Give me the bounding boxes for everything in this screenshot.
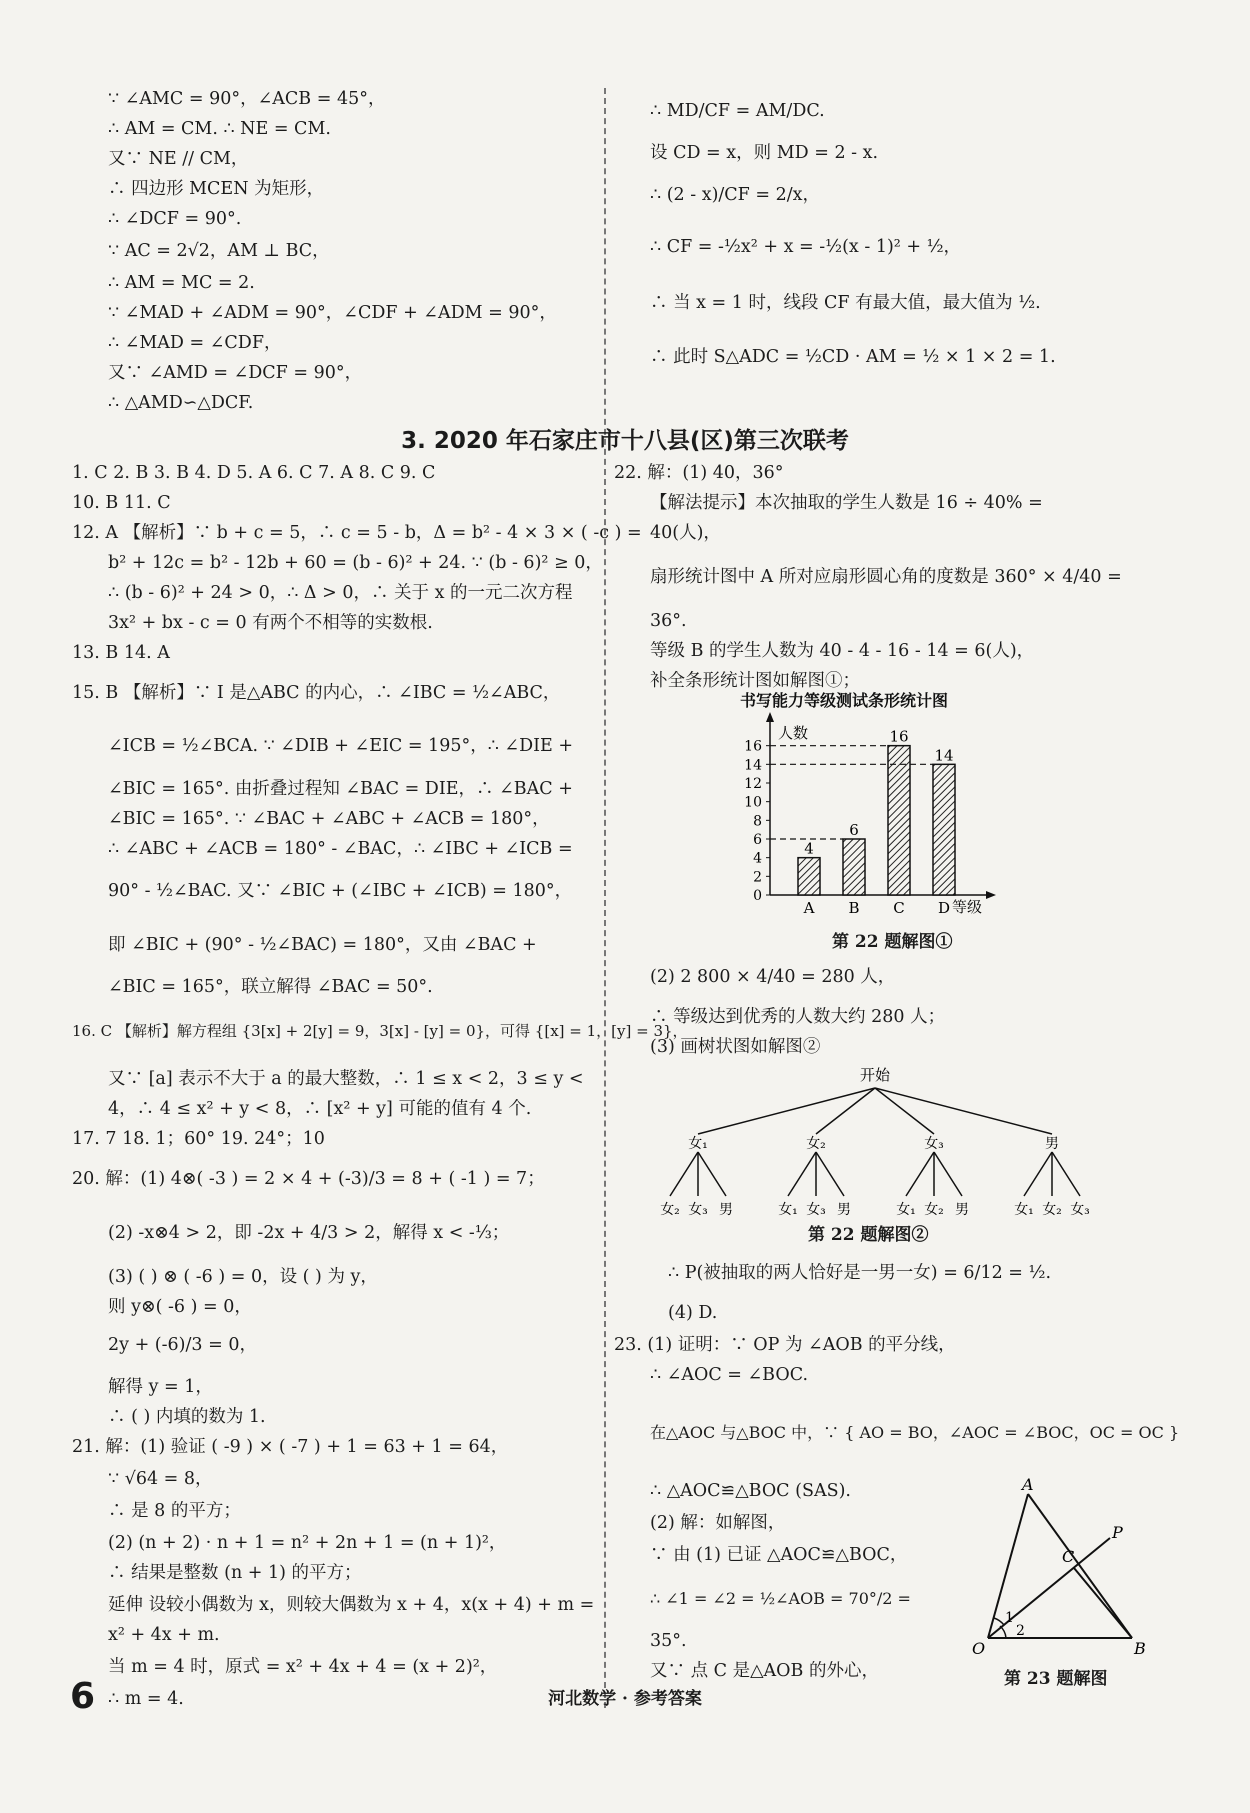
text-line: ∵ AC = 2√2，AM ⊥ BC， bbox=[108, 241, 330, 261]
text-line: x² + 4x + m. bbox=[108, 1625, 220, 1645]
text-line: 1. C 2. B 3. B 4. D 5. A 6. C 7. A 8. C 9. C bbox=[72, 463, 436, 483]
text-line: 3x² + bx - c = 0 有两个不相等的实数根. bbox=[108, 613, 433, 633]
category-label: A bbox=[803, 899, 815, 917]
data-label: 16 bbox=[889, 727, 909, 746]
x-axis-label: 等级 bbox=[952, 898, 983, 916]
bar-D bbox=[933, 764, 955, 895]
text-line: 36°. bbox=[650, 611, 687, 631]
text-line: (4) D. bbox=[668, 1303, 718, 1323]
text-line: 21. 解：(1) 验证 ( -9 ) × ( -7 ) + 1 = 63 + 1 = 64， bbox=[72, 1437, 509, 1457]
geometry-figure bbox=[970, 1478, 1150, 1664]
text-line: 10. B 11. C bbox=[72, 493, 171, 513]
tree-node-level2: 女₂ bbox=[660, 1202, 680, 1218]
x-axis-arrow bbox=[986, 891, 996, 899]
bar-C bbox=[888, 746, 910, 895]
tree-node-level2: 女₁ bbox=[1014, 1202, 1034, 1218]
y-tick-label: 14 bbox=[744, 757, 762, 774]
text-line: (2) 2 800 × 4/40 = 280 人， bbox=[650, 967, 896, 987]
text-line: ∴ (2 - x)/CF = 2/x， bbox=[650, 185, 821, 205]
label-1: 1 bbox=[1005, 1610, 1014, 1626]
chart-title: 书写能力等级测试条形统计图 bbox=[740, 691, 949, 710]
segment-CB bbox=[1074, 1568, 1132, 1638]
text-line: ∴ △AMD∽△DCF. bbox=[108, 393, 254, 413]
text-line: ∴ 是 8 的平方； bbox=[108, 1501, 241, 1521]
text-line: ∠ICB = ½∠BCA. ∵ ∠DIB + ∠EIC = 195°，∴ ∠DIE + bbox=[108, 736, 574, 756]
figure-caption: 第 23 题解图 bbox=[1004, 1669, 1108, 1689]
y-tick-label: 6 bbox=[753, 832, 762, 848]
text-line: 4，∴ 4 ≤ x² + y < 8，∴ [x² + y] 可能的值有 4 个. bbox=[108, 1099, 532, 1119]
text-line: ∴ 四边形 MCEN 为矩形， bbox=[108, 179, 325, 199]
text-line: ∵ ∠MAD + ∠ADM = 90°，∠CDF + ∠ADM = 90°， bbox=[108, 303, 557, 323]
text-line: 即 ∠BIC + (90° - ½∠BAC) = 180°，又由 ∠BAC + bbox=[108, 935, 537, 955]
y-tick-label: 0 bbox=[753, 888, 762, 904]
chart-plot bbox=[744, 712, 996, 917]
text-line: 12. A 【解析】∵ b + c = 5，∴ c = 5 - b，Δ = b² - 4 × 3 × ( -c ) = bbox=[72, 523, 642, 543]
text-line: 17. 7 18. 1；60° 19. 24°；10 bbox=[72, 1129, 325, 1149]
y-tick-label: 10 bbox=[744, 794, 762, 811]
text-line: (2) 解：如解图， bbox=[650, 1513, 786, 1533]
text-line: (3) ( ) ⊗ ( -6 ) = 0，设 ( ) 为 y， bbox=[108, 1267, 378, 1287]
y-tick-label: 16 bbox=[744, 738, 762, 755]
data-label: 4 bbox=[804, 839, 814, 858]
text-line: 2y + (-6)/3 = 0， bbox=[108, 1335, 257, 1355]
text-line: ∴ AM = CM. ∴ NE = CM. bbox=[108, 119, 331, 139]
bar-A bbox=[798, 858, 820, 895]
tree-node-level1: 女₂ bbox=[806, 1136, 826, 1152]
text-line: ∴ ∠AOC = ∠BOC. bbox=[650, 1365, 809, 1385]
column-divider bbox=[604, 88, 606, 1708]
text-line: 又∵ NE // CM， bbox=[108, 149, 249, 169]
text-line: 补全条形统计图如解图①； bbox=[650, 671, 860, 691]
text-line: ∵ 由 (1) 已证 △AOC≌△BOC， bbox=[650, 1545, 908, 1565]
label-P: P bbox=[1112, 1523, 1123, 1542]
y-tick-label: 4 bbox=[753, 850, 762, 867]
text-line: ∴ (b - 6)² + 24 > 0，∴ Δ > 0，∴ 关于 x 的一元二次方程 bbox=[108, 583, 573, 603]
text-line: ∴ ∠ABC + ∠ACB = 180° - ∠BAC，∴ ∠IBC + ∠ICB = bbox=[108, 839, 573, 859]
text-line: 15. B 【解析】∵ I 是△ABC 的内心，∴ ∠IBC = ½∠ABC， bbox=[72, 683, 561, 703]
category-label: B bbox=[848, 899, 860, 917]
text-line: ∴ 等级达到优秀的人数大约 280 人； bbox=[650, 1007, 946, 1027]
text-line: (2) (n + 2) · n + 1 = n² + 2n + 1 = (n + 1)²， bbox=[108, 1533, 507, 1553]
text-line: (2) -x⊗4 > 2，即 -2x + 4/3 > 2，解得 x < -⅓； bbox=[108, 1223, 510, 1243]
text-line: ∴ 结果是整数 (n + 1) 的平方； bbox=[108, 1563, 362, 1583]
data-label: 14 bbox=[934, 746, 954, 765]
text-line: ∴ ( ) 内填的数为 1. bbox=[108, 1407, 266, 1427]
y-tick-label: 2 bbox=[753, 869, 762, 886]
text-line: 23. (1) 证明：∵ OP 为 ∠AOB 的平分线， bbox=[614, 1335, 956, 1355]
text-line: 设 CD = x，则 MD = 2 - x. bbox=[650, 143, 879, 163]
label-A: A bbox=[1022, 1478, 1034, 1494]
text-line: ∵ ∠AMC = 90°，∠ACB = 45°， bbox=[108, 89, 386, 109]
tree-node-level2: 男 bbox=[837, 1202, 851, 1218]
text-line: 等级 B 的学生人数为 40 - 4 - 16 - 14 = 6(人)， bbox=[650, 641, 1035, 661]
tree-node-level1: 男 bbox=[1045, 1136, 1059, 1152]
tree-branch bbox=[698, 1152, 726, 1196]
text-line: 13. B 14. A bbox=[72, 643, 170, 663]
tree-node-level2: 女₃ bbox=[806, 1202, 826, 1218]
text-line: 【解法提示】本次抽取的学生人数是 16 ÷ 40% = bbox=[650, 493, 1043, 513]
tree-node-level2: 女₁ bbox=[896, 1202, 916, 1218]
tree-node-level2: 女₂ bbox=[924, 1202, 944, 1218]
text-line: ∴ 此时 S△ADC = ½CD · AM = ½ × 1 × 2 = 1. bbox=[650, 347, 1056, 367]
tree-root: 开始 bbox=[859, 1066, 891, 1084]
tree-node-level1: 女₁ bbox=[688, 1136, 708, 1152]
category-label: D bbox=[937, 899, 951, 917]
text-line: ∴ △AOC≌△BOC (SAS). bbox=[650, 1481, 851, 1501]
text-line: 35°. bbox=[650, 1631, 687, 1651]
tree-branch bbox=[906, 1152, 934, 1196]
tree-branch bbox=[875, 1088, 1052, 1134]
tree-node-level2: 男 bbox=[719, 1202, 733, 1218]
tree-branch bbox=[698, 1088, 875, 1134]
bar-chart bbox=[740, 690, 1040, 950]
label-O: O bbox=[972, 1639, 986, 1658]
segment-AB bbox=[1028, 1494, 1132, 1638]
text-line: 又∵ [a] 表示不大于 a 的最大整数，∴ 1 ≤ x < 2，3 ≤ y < bbox=[108, 1069, 584, 1089]
text-line: ∠BIC = 165°，联立解得 ∠BAC = 50°. bbox=[108, 977, 433, 997]
text-line: 20. 解：(1) 4⊗( -3 ) = 2 × 4 + (-3)/3 = 8 + ( -1 ) = 7； bbox=[72, 1169, 545, 1189]
text-line: 扇形统计图中 A 所对应扇形圆心角的度数是 360° × 4/40 = bbox=[650, 567, 1122, 587]
text-line: ∴ ∠MAD = ∠CDF， bbox=[108, 333, 282, 353]
tree-branch bbox=[816, 1152, 844, 1196]
text-line: ∴ ∠DCF = 90°. bbox=[108, 209, 242, 229]
text-line: (3) 画树状图如解图② bbox=[650, 1037, 821, 1057]
tree-branch bbox=[670, 1152, 698, 1196]
angle-2-arc bbox=[1000, 1626, 1006, 1638]
tree-node-level2: 女₃ bbox=[688, 1202, 708, 1218]
tree-node-level2: 女₂ bbox=[1042, 1202, 1062, 1218]
tree-node-level2: 男 bbox=[955, 1202, 969, 1218]
text-line: 90° - ½∠BAC. 又∵ ∠BIC + (∠IBC + ∠ICB) = 180°， bbox=[108, 881, 573, 901]
footer-title: 河北数学 · 参考答案 bbox=[548, 1689, 702, 1709]
text-line: 当 m = 4 时，原式 = x² + 4x + 4 = (x + 2)²， bbox=[108, 1657, 498, 1677]
tree-node-level1: 女₃ bbox=[924, 1136, 944, 1152]
page-number: 6 bbox=[70, 1676, 96, 1717]
text-line: ∴ MD/CF = AM/DC. bbox=[650, 101, 825, 121]
text-line: 22. 解：(1) 40，36° bbox=[614, 463, 784, 483]
text-line: ∵ √64 = 8， bbox=[108, 1469, 213, 1489]
text-line: ∴ ∠1 = ∠2 = ½∠AOB = 70°/2 = bbox=[650, 1589, 911, 1608]
text-line: ∴ 当 x = 1 时，线段 CF 有最大值，最大值为 ½. bbox=[650, 293, 1041, 313]
tree-node-level2: 女₁ bbox=[778, 1202, 798, 1218]
text-line: ∴ P(被抽取的两人恰好是一男一女) = 6/12 = ½. bbox=[668, 1263, 1052, 1283]
tree-branch bbox=[934, 1152, 962, 1196]
text-line: 解得 y = 1， bbox=[108, 1377, 213, 1397]
text-line: b² + 12c = b² - 12b + 60 = (b - 6)² + 24. ∵ (b - 6)² ≥ 0， bbox=[108, 553, 603, 573]
y-tick-label: 8 bbox=[753, 813, 762, 830]
bar-B bbox=[843, 839, 865, 895]
section-title: 3. 2020 年石家庄市十八县(区)第三次联考 bbox=[401, 428, 849, 454]
tree-caption: 第 22 题解图② bbox=[808, 1225, 929, 1245]
text-line: ∠BIC = 165°. ∵ ∠BAC + ∠ABC + ∠ACB = 180°， bbox=[108, 809, 550, 829]
text-line: 又∵ 点 C 是△AOB 的外心， bbox=[650, 1661, 879, 1681]
y-axis-arrow bbox=[766, 712, 774, 722]
text-line: 又∵ ∠AMD = ∠DCF = 90°， bbox=[108, 363, 363, 383]
y-axis-label: 人数 bbox=[778, 724, 809, 742]
text-line: ∠BIC = 165°. 由折叠过程知 ∠BAC = DIE，∴ ∠BAC + bbox=[108, 779, 573, 799]
tree-branch bbox=[1024, 1152, 1052, 1196]
label-2: 2 bbox=[1016, 1623, 1025, 1639]
chart-caption: 第 22 题解图① bbox=[832, 932, 953, 952]
tree-branch bbox=[788, 1152, 816, 1196]
y-tick-label: 12 bbox=[744, 776, 762, 792]
tree-node-level2: 女₃ bbox=[1070, 1202, 1090, 1218]
text-line: 则 y⊗( -6 ) = 0， bbox=[108, 1297, 252, 1317]
label-C: C bbox=[1062, 1547, 1075, 1566]
text-line: ∴ AM = MC = 2. bbox=[108, 273, 255, 293]
text-line: 16. C 【解析】解方程组 {3[x] + 2[y] = 9，3[x] - [y] = 0}，可得 {[x] = 1，[y] = 3}， bbox=[72, 1022, 688, 1040]
category-label: C bbox=[893, 899, 905, 917]
data-label: 6 bbox=[849, 821, 859, 839]
tree-branch bbox=[1052, 1152, 1080, 1196]
tree-diagram bbox=[640, 1064, 1110, 1224]
text-line: ∴ m = 4. bbox=[108, 1689, 184, 1709]
angle-1-arc bbox=[994, 1618, 1004, 1625]
label-B: B bbox=[1134, 1639, 1146, 1658]
text-line: 延伸 设较小偶数为 x，则较大偶数为 x + 4，x(x + 4) + m = bbox=[108, 1595, 595, 1615]
text-line: ∴ CF = -½x² + x = -½(x - 1)² + ½， bbox=[650, 237, 962, 257]
text-line: 40(人)， bbox=[650, 523, 721, 543]
text-line: 在△AOC 与△BOC 中，∵ { AO = BO，∠AOC = ∠BOC，OC = OC } bbox=[650, 1423, 1180, 1442]
